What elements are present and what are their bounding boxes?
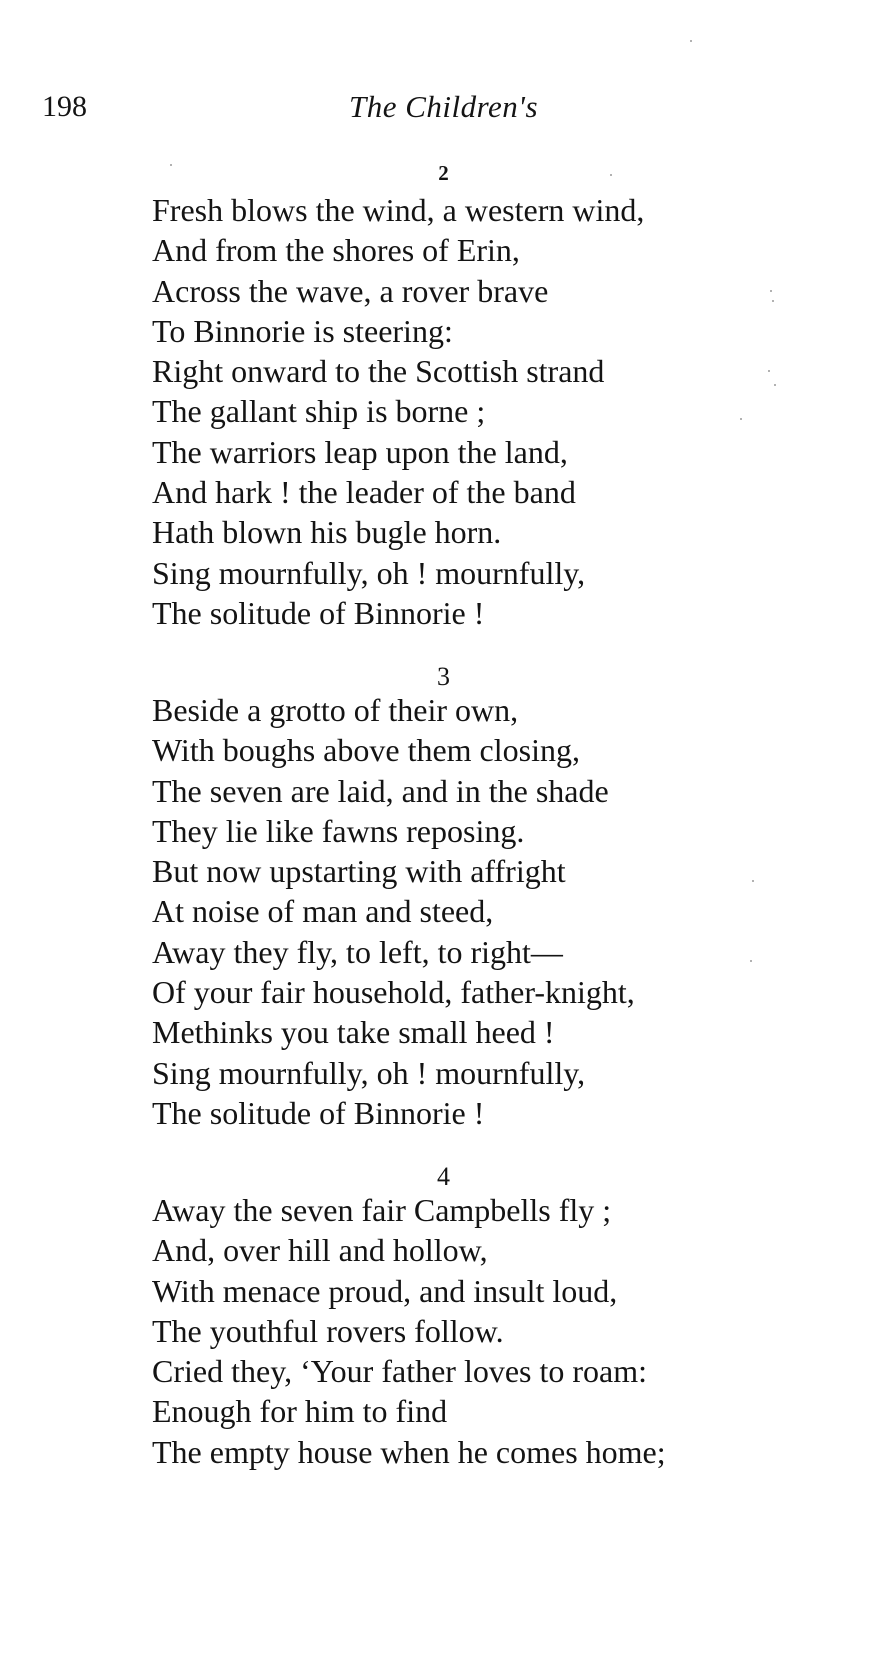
verse-line: Enough for him to find — [152, 1393, 448, 1430]
running-title: The Children's — [348, 89, 539, 124]
verse-line: And hark ! the leader of the band — [152, 474, 576, 511]
verse-line: But now upstarting with affright — [152, 853, 566, 890]
scan-speck — [770, 290, 772, 292]
stanza-number: 4 — [437, 1162, 450, 1191]
verse-line: Sing mournfully, oh ! mournfully, — [152, 554, 586, 591]
verse-line: Of your fair household, father-knight, — [152, 974, 635, 1011]
verse-line: Fresh blows the wind, a western wind, — [152, 192, 645, 228]
scan-speck — [610, 174, 612, 176]
verse-line: To Binnorie is steering: — [152, 312, 453, 349]
stanza-number: 2 — [438, 161, 449, 185]
verse-line: Sing mournfully, oh ! mournfully, — [152, 1054, 586, 1091]
scan-speck — [170, 164, 172, 166]
verse-line: Cried they, ‘Your father loves to roam: — [152, 1353, 648, 1390]
verse-line: They lie like fawns reposing. — [152, 812, 525, 849]
verse-line: Hath blown his bugle horn. — [152, 514, 502, 551]
stanza-4 — [152, 1190, 852, 1472]
stanza-3 — [152, 690, 852, 1133]
scan-speck — [752, 880, 754, 882]
verse-line: The seven are laid, and in the shade — [152, 772, 609, 809]
page-number: 198 — [42, 90, 87, 123]
stanza-2 — [152, 190, 852, 633]
verse-line: Right onward to the Scottish strand — [152, 353, 605, 390]
verse-line: With menace proud, and insult loud, — [152, 1272, 618, 1309]
verse-line: And, over hill and hollow, — [152, 1232, 488, 1269]
verse-line: The youthful rovers follow. — [152, 1312, 504, 1349]
verse-line: The warriors leap upon the land, — [152, 433, 568, 470]
scan-speck — [690, 40, 692, 42]
verse-line: With boughs above them closing, — [152, 732, 580, 769]
scan-speck — [750, 960, 752, 962]
verse-line: Beside a grotto of their own, — [152, 692, 519, 728]
verse-line: Away the seven fair Campbells fly ; — [152, 1192, 612, 1228]
stanza-number: 3 — [437, 662, 450, 691]
scan-speck — [768, 370, 770, 372]
scan-speck — [740, 418, 742, 420]
verse-line: Away they fly, to left, to right— — [152, 933, 563, 970]
verse-line: At noise of man and steed, — [152, 893, 494, 930]
scan-speck — [772, 300, 774, 302]
verse-line: Methinks you take small heed ! — [152, 1014, 555, 1051]
verse-line: Across the wave, a rover brave — [152, 272, 549, 309]
verse-line: The solitude of Binnorie ! — [152, 594, 485, 631]
verse-line: And from the shores of Erin, — [152, 232, 520, 269]
scan-speck — [774, 384, 776, 386]
verse-line: The empty house when he comes home; — [152, 1433, 666, 1470]
verse-line: The solitude of Binnorie ! — [152, 1094, 485, 1131]
verse-line: The gallant ship is borne ; — [152, 393, 486, 430]
